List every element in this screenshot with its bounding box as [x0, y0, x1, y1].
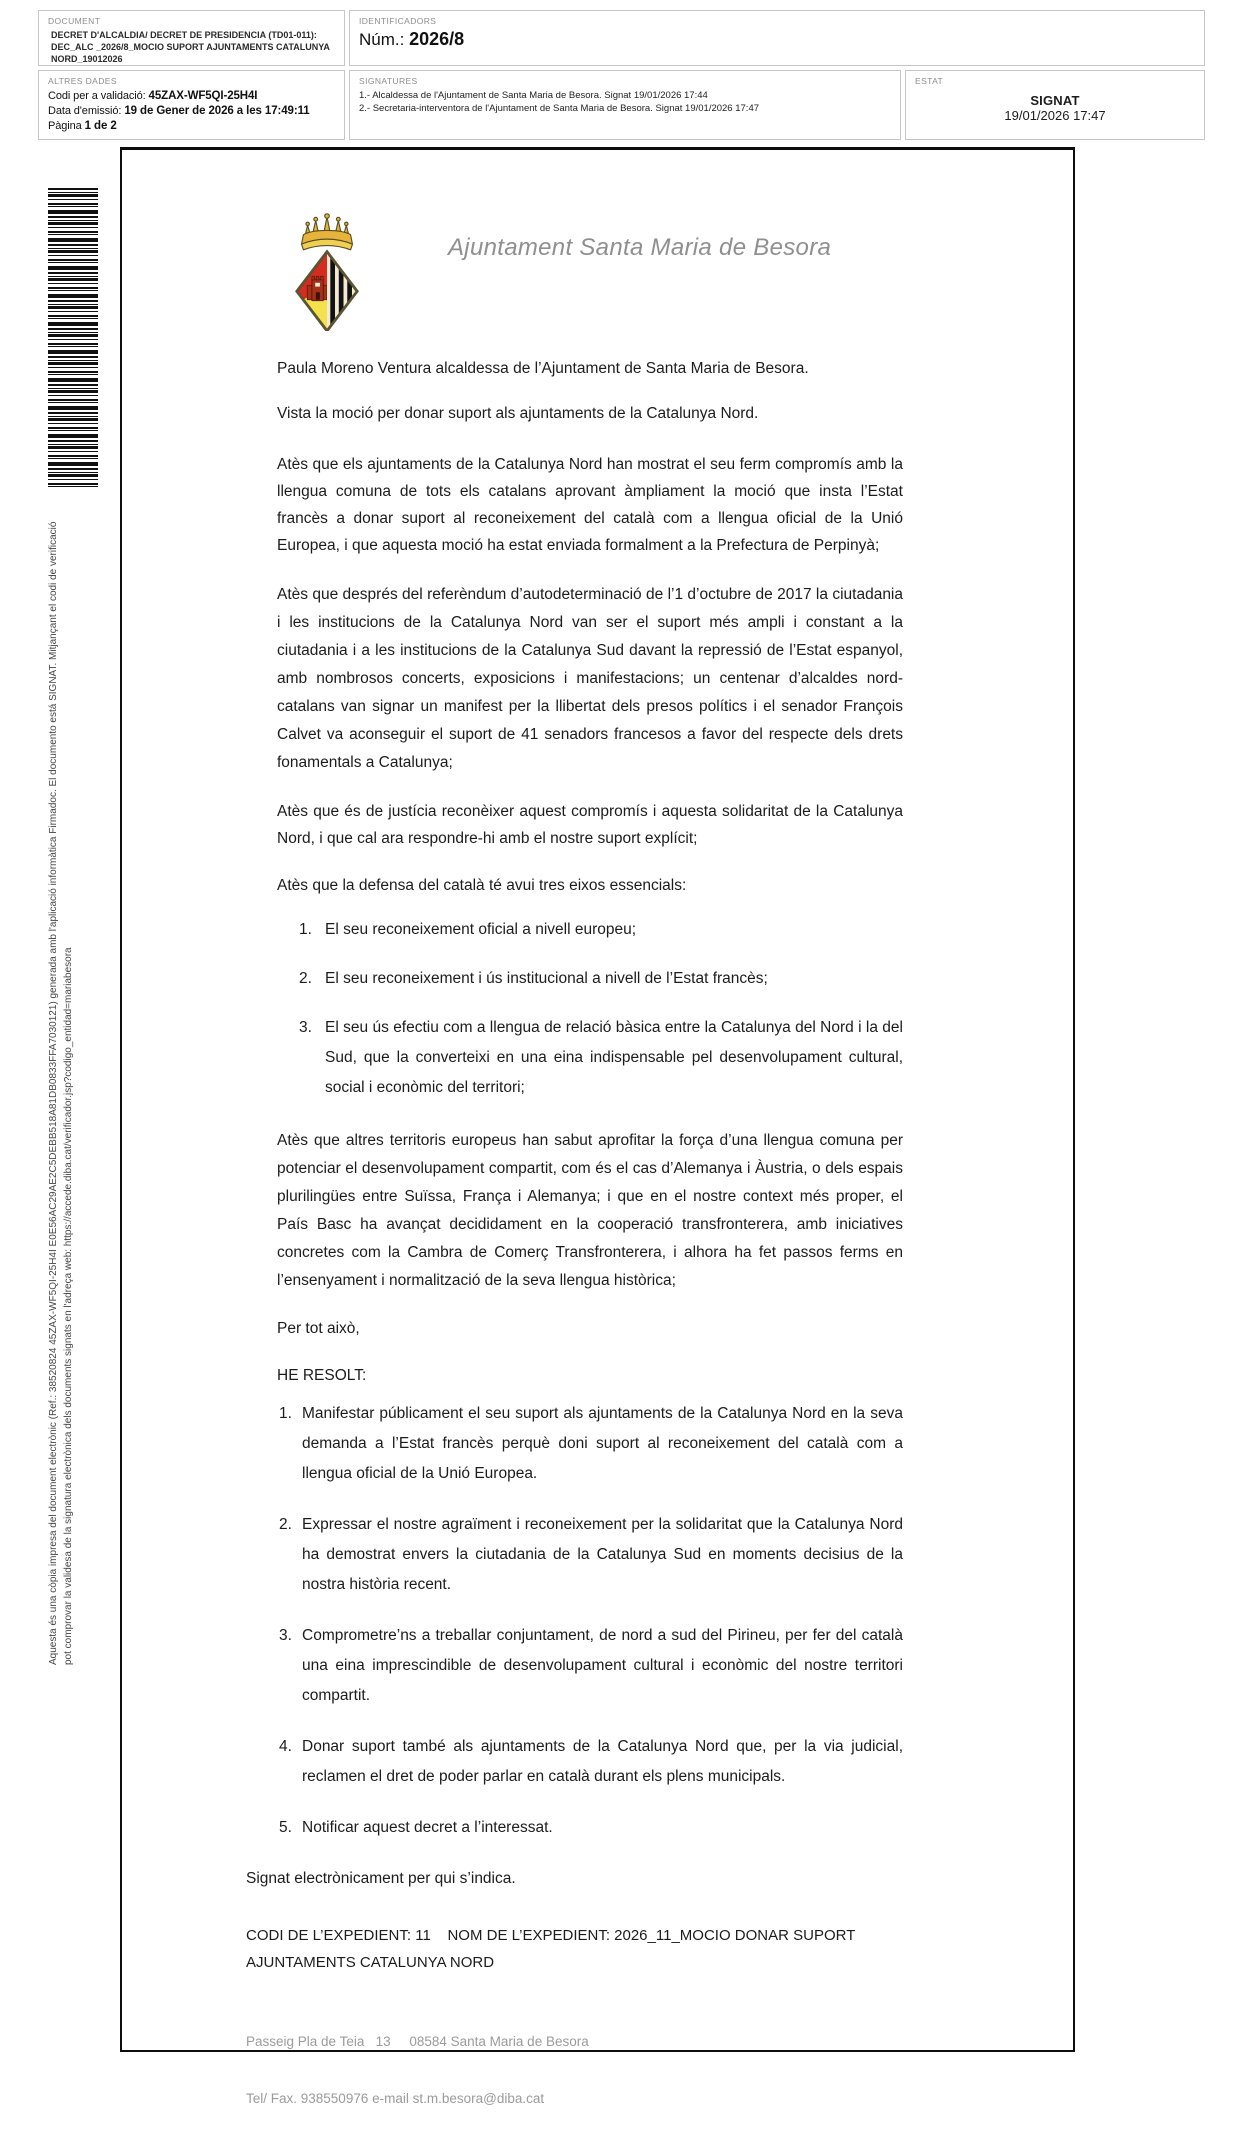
- metadata-header: [38, 10, 1205, 140]
- header-identificadors-box: [349, 10, 1205, 66]
- verification-sidebar: [46, 500, 80, 1665]
- list-item: 1. Manifestar públicament el seu suport als ajuntaments de la Catalunya Nord en la seva demanda a l’Estat francès perquè doni suport al reconeixement del català com a llengua oficial de la Unió Europea.: [279, 1405, 903, 1482]
- list-item: 4. Donar suport també als ajuntaments de la Catalunya Nord que, per la via judicial, reclamen el dret de poder parlar en català durant els plens municipals.: [279, 1738, 903, 1785]
- header-document-box: [38, 10, 345, 66]
- resolucions-list: [279, 1399, 903, 1843]
- document-title: DECRET D'ALCALDIA/ DECRET DE PRESIDENCIA (TD01-011): DEC_ALC _2026/8_MOCIO SUPORT AJUNTAMENTS CATALUNYA NORD_19012026: [51, 30, 330, 64]
- list-item: 3. El seu ús efectiu com a llengua de relació bàsica entre la Catalunya del Nord i la del Sud, que la converteixi en una eina indispensable pel desenvolupament cultural, social i econòmic del territori;: [299, 1019, 903, 1096]
- header-altres-dades-box: [38, 70, 345, 140]
- eixos-list: [299, 915, 903, 1103]
- list-item: 5. Notificar aquest decret a l’interessat.: [279, 1819, 553, 1836]
- header-signatures-box: [349, 70, 901, 140]
- footer-address: Passeig Pla de Teia 13 08584 Santa Maria de Besora: [246, 2034, 589, 2049]
- intro-line: Paula Moreno Ventura alcaldessa de l’Ajuntament de Santa Maria de Besora.: [277, 360, 809, 377]
- status-badge: SIGNAT: [1030, 93, 1080, 108]
- lozenge-shield: [297, 250, 358, 331]
- document-body: [246, 355, 903, 2146]
- altres-dades-label: ALTRES DADES: [48, 76, 117, 86]
- list-item: 2. Expressar el nostre agraïment i reconeixement per la solidaritat que la Catalunya Nord ha demostrat envers la ciutadania de la Catalunya Sud en moments decisius de la nostra història recent.: [279, 1516, 903, 1593]
- document-label: DOCUMENT: [48, 16, 101, 26]
- barcode: [48, 188, 98, 488]
- list-item: 1. El seu reconeixement oficial a nivell europeu;: [299, 921, 637, 938]
- org-title: Ajuntament Santa Maria de Besora: [448, 234, 832, 261]
- list-item: 3. Comprometre’ns a treballar conjuntament, de nord a sud del Pirineu, per fer del català una eina imprescindible de desenvolupament cultural i econòmic del nostre territori compartit.: [279, 1627, 903, 1704]
- paragraph-ates-referendum: Atès que després del referèndum d’autodeterminació de l’1 d’octubre de 2017 la ciutadania i les institucions de la Catalunya Nord van ser el suport més ampli i constant a la ciutadania i a les institucions de la Catalunya Sud davant la repressió de l’Estat espanyol, amb nombrosos concerts, exposicions i manifestacions; un centenar d’alcaldes nord-catalans van signar un manifest per la llibertat dels presos polítics i el senador François Calvet va aconseguir el suport de 41 senadors francesos a favor del respecte dels drets fonamentals a Catalunya;: [277, 586, 903, 771]
- identificadors-label: IDENTIFICADORS: [359, 16, 437, 26]
- footer-contact: Tel/ Fax. 938550976 e-mail st.m.besora@diba.cat: [246, 2091, 545, 2106]
- crown-icon: [302, 214, 353, 250]
- footer-address-block: [246, 1994, 903, 2146]
- validation-code-line: Codi per a validació: 45ZAX-WF5QI-25H4I: [48, 90, 258, 102]
- paragraph-ates-justicia: Atès que és de justícia reconèixer aquest compromís i aquesta solidaritat de la Catalunya Nord, i que cal ara respondre-hi amb el nostre suport explícit;: [277, 803, 903, 847]
- per-tot-line: Per tot això,: [277, 1320, 360, 1337]
- signature-line: 2.- Secretaria-interventora de l'Ajuntament de Santa Maria de Besora. Signat 19/01/2026 17:47: [359, 103, 760, 114]
- signatures-label: SIGNATURES: [359, 76, 418, 86]
- signed-line: Signat electrònicament per qui s’indica.: [246, 1870, 516, 1887]
- status-datetime: 19/01/2026 17:47: [1004, 108, 1106, 123]
- intro-line: Vista la moció per donar suport als ajuntaments de la Catalunya Nord.: [277, 405, 759, 422]
- page-number-line: Pàgina 1 de 2: [48, 120, 117, 132]
- paragraph-ates-territoris: Atès que altres territoris europeus han sabut aprofitar la força d’una llengua comuna per potenciar el desenvolupament compartit, com és el cas d’Alemanya i Àustria, o dels espais plurilingües entre Suïssa, França i Alemanya; i que en el nostre context més proper, el País Basc ha avançat decididament en la cooperació transfronterera, amb iniciatives concretes com la Cambra de Comerç Transfronterera, i alhora ha fet passos ferms en l’ensenyament i normalització de la seva llengua històrica;: [277, 1132, 903, 1289]
- verification-line-2: pot comprovar la validesa de la signatura electrònica dels documents signats en l'adreça web: https://accede.diba.cat/verificador.jsp?codigo_entidad=mariabesora: [63, 947, 74, 1665]
- verification-line-1: Aquesta és una còpia impresa del document electrònic (Ref.: 38520824 45ZAX-WF5QI-25H4I E0E56AC29AE2C5DEBB518A81DB0833FFA7030121) generada amb l'aplicació informàtica Firmadoc. El documento está SIGNAT. Mitjançant el codi de verificació: [48, 521, 59, 1665]
- header-estat-box: [905, 70, 1205, 140]
- list-item: 2. El seu reconeixement i ús institucional a nivell de l’Estat francès;: [299, 970, 768, 987]
- emission-date-line: Data d'emissió: 19 de Gener de 2026 a les 17:49:11: [48, 105, 310, 117]
- estat-label: ESTAT: [915, 76, 944, 86]
- document-number: Núm.: 2026/8: [359, 29, 465, 49]
- paragraph-ates-eixos: Atès que la defensa del català té avui tres eixos essencials:: [277, 877, 687, 894]
- signature-line: 1.- Alcaldessa de l'Ajuntament de Santa Maria de Besora. Signat 19/01/2026 17:44: [359, 90, 708, 101]
- resolt-heading: HE RESOLT:: [277, 1367, 367, 1384]
- coat-of-arms: [294, 212, 360, 331]
- paragraph-ates-ferm: Atès que els ajuntaments de la Catalunya Nord han mostrat el seu ferm compromís amb la llengua comuna de tots els catalans aprovant àmpliament la moció que insta l’Estat francès a donar suport al reconeixement del català com a llengua oficial de la Unió Europea, i que aquesta moció ha estat enviada formalment a la Prefectura de Perpinyà;: [277, 456, 903, 554]
- expedient-line: CODI DE L’EXPEDIENT: 11 NOM DE L’EXPEDIENT: 2026_11_MOCIO DONAR SUPORT AJUNTAMENTS CATALUNYA NORD: [246, 1927, 859, 1971]
